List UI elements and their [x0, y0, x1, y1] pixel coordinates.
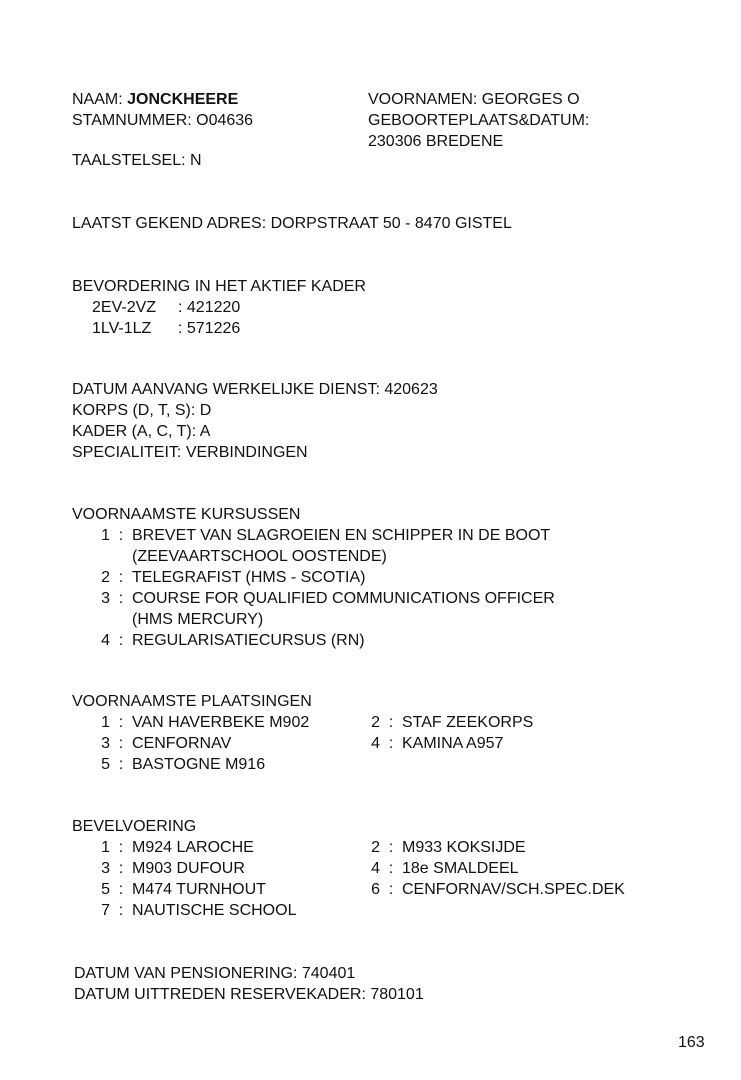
item-text: 18e SMALDEEL — [402, 860, 519, 877]
bevordering-title: BEVORDERING IN HET AKTIEF KADER — [72, 278, 366, 295]
item-number: 2 — [371, 839, 380, 856]
rank: 1LV-1LZ — [92, 320, 152, 337]
list-item: 2 : TELEGRAFIST (HMS - SCOTIA) — [90, 567, 366, 588]
list-item-continuation: (ZEEVAARTSCHOOL OOSTENDE) — [132, 548, 387, 565]
item-number: 3 — [101, 590, 110, 607]
rank-date: : 421220 — [178, 299, 241, 316]
item-text: BREVET VAN SLAGROEIEN EN SCHIPPER IN DE BOOT — [132, 527, 551, 544]
list-item: 1 : BREVET VAN SLAGROEIEN EN SCHIPPER IN DE BOOT — [90, 525, 550, 546]
plaatsingen-title: VOORNAAMSTE PLAATSINGEN — [72, 693, 312, 710]
item-number: 5 — [101, 881, 110, 898]
korps: KORPS (D, T, S): D — [72, 402, 212, 419]
item-number: 3 — [101, 735, 110, 752]
kader: KADER (A, C, T): A — [72, 423, 211, 440]
item-number: 3 — [101, 860, 110, 877]
list-item: 2 : M933 KOKSIJDE — [360, 837, 526, 858]
item-number: 2 — [371, 714, 380, 731]
item-number: 6 — [371, 881, 380, 898]
item-text: VAN HAVERBEKE M902 — [132, 714, 310, 731]
item-number: 5 — [101, 756, 110, 773]
geboorte-value: 230306 BREDENE — [368, 133, 504, 150]
item-text: STAF ZEEKORPS — [402, 714, 534, 731]
bevelvoering-title: BEVELVOERING — [72, 818, 197, 835]
list-item: 3 : COURSE FOR QUALIFIED COMMUNICATIONS OFFICER — [90, 588, 555, 609]
list-item: 3 : M903 DUFOUR — [90, 858, 245, 879]
list-item: 7 : NAUTISCHE SCHOOL — [90, 900, 296, 921]
item-text: REGULARISATIECURSUS (RN) — [132, 632, 365, 649]
voornamen: VOORNAMEN: GEORGES O — [368, 91, 580, 108]
item-number: 1 — [101, 714, 110, 731]
geboorte-label: GEBOORTEPLAATS&DATUM: — [368, 112, 590, 129]
list-item: 4 : 18e SMALDEEL — [360, 858, 519, 879]
item-number: 2 — [101, 569, 110, 586]
item-number: 1 — [101, 527, 110, 544]
bevordering-row — [92, 297, 240, 318]
list-item: 6 : CENFORNAV/SCH.SPEC.DEK — [360, 879, 625, 900]
rank-date: : 571226 — [178, 320, 241, 337]
item-text: M903 DUFOUR — [132, 860, 245, 877]
item-text: COURSE FOR QUALIFIED COMMUNICATIONS OFFICER — [132, 590, 555, 607]
item-number: 7 — [101, 902, 110, 919]
naam-line — [72, 89, 238, 110]
datum-aanvang-dienst: DATUM AANVANG WERKELIJKE DIENST: 420623 — [72, 381, 438, 398]
item-text: KAMINA A957 — [402, 735, 504, 752]
naam-label: NAAM: — [72, 91, 123, 108]
item-number: 4 — [371, 860, 380, 877]
bevordering-row — [92, 318, 240, 339]
list-item-continuation: (HMS MERCURY) — [132, 611, 264, 628]
list-item: 3 : CENFORNAV — [90, 733, 231, 754]
stamnummer: STAMNUMMER: O04636 — [72, 112, 254, 129]
item-number: 4 — [101, 632, 110, 649]
item-text: CENFORNAV — [132, 735, 232, 752]
item-text: NAUTISCHE SCHOOL — [132, 902, 297, 919]
naam-value: JONCKHEERE — [127, 91, 239, 108]
list-item: 5 : BASTOGNE M916 — [90, 754, 265, 775]
datum-uittreden: DATUM UITTREDEN RESERVEKADER: 780101 — [74, 986, 424, 1003]
datum-pensionering: DATUM VAN PENSIONERING: 740401 — [74, 965, 356, 982]
item-text: CENFORNAV/SCH.SPEC.DEK — [402, 881, 625, 898]
taalstelsel: TAALSTELSEL: N — [72, 152, 202, 169]
list-item: 1 : VAN HAVERBEKE M902 — [90, 712, 309, 733]
kursussen-title: VOORNAAMSTE KURSUSSEN — [72, 506, 301, 523]
item-text: BASTOGNE M916 — [132, 756, 266, 773]
item-text: M933 KOKSIJDE — [402, 839, 526, 856]
item-text: TELEGRAFIST (HMS - SCOTIA) — [132, 569, 366, 586]
list-item: 1 : M924 LAROCHE — [90, 837, 254, 858]
laatst-gekend-adres: LAATST GEKEND ADRES: DORPSTRAAT 50 - 8470 GISTEL — [72, 215, 512, 232]
rank: 2EV-2VZ — [92, 299, 157, 316]
list-item: 4 : REGULARISATIECURSUS (RN) — [90, 630, 365, 651]
page-number: 163 — [678, 1034, 705, 1051]
list-item: 2 : STAF ZEEKORPS — [360, 712, 533, 733]
item-number: 4 — [371, 735, 380, 752]
item-number: 1 — [101, 839, 110, 856]
list-item: 5 : M474 TURNHOUT — [90, 879, 266, 900]
item-text: M924 LAROCHE — [132, 839, 254, 856]
specialiteit: SPECIALITEIT: VERBINDINGEN — [72, 444, 308, 461]
list-item: 4 : KAMINA A957 — [360, 733, 503, 754]
item-text: M474 TURNHOUT — [132, 881, 266, 898]
